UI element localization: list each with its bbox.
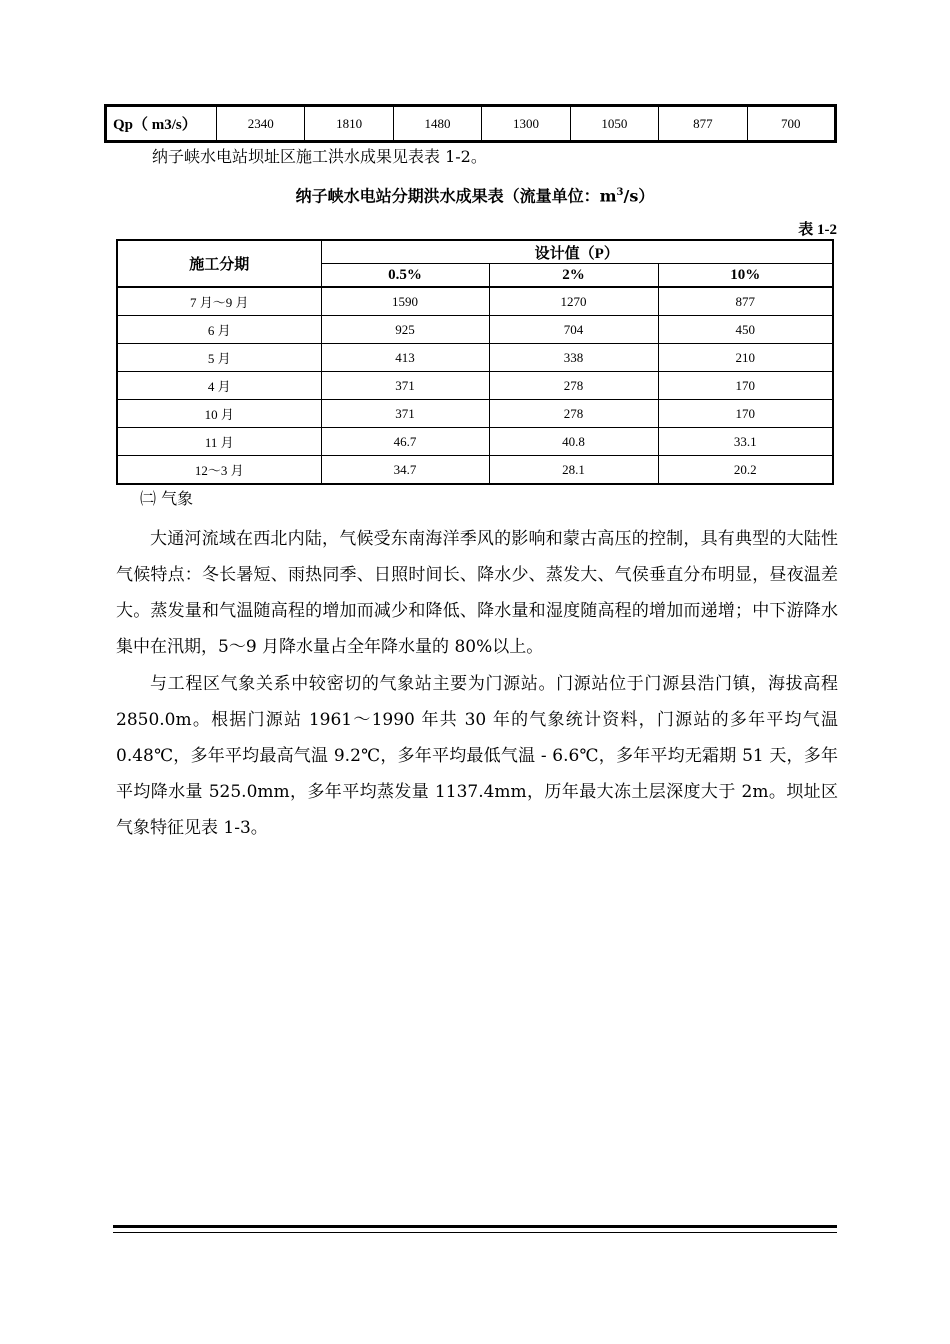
table-row [117,344,833,372]
table-title-tail: /s） [623,186,655,206]
section-heading: ㈡ 气象 [140,489,194,508]
value-cell: 46.7 [321,428,489,456]
header-freq: 10% [658,264,833,288]
table-row [117,428,833,456]
value-cell: 170 [658,400,833,428]
qp-value: 1050 [570,106,658,142]
period-cell: 5 月 [117,344,321,372]
header-freq: 0.5% [321,264,489,288]
header-period: 施工分期 [117,240,321,287]
table-title-text: 纳子峡水电站分期洪水成果表（流量单位：m [295,186,617,206]
qp-value: 1300 [482,106,570,142]
value-cell: 170 [658,372,833,400]
value-cell: 278 [489,372,658,400]
period-cell: 6 月 [117,316,321,344]
table-number-label: 表 1-2 [798,222,837,238]
qp-value: 1480 [393,106,481,142]
flood-results-table [116,239,834,485]
qp-value: 700 [747,106,835,142]
header-design-value: 设计值（P） [321,240,833,264]
qp-value: 877 [659,106,747,142]
table-header-row [117,240,833,264]
qp-label: Qp（ m3/s） [106,106,217,142]
value-cell: 413 [321,344,489,372]
table-row [117,456,833,485]
period-cell: 11 月 [117,428,321,456]
table-row [117,287,833,316]
intro-line: 纳子峡水电站坝址区施工洪水成果见表表 1-2。 [152,147,487,166]
paragraph: 与工程区气象关系中较密切的气象站主要为门源站。门源站位于门源县浩门镇，海拔高程 2850.0m。根据门源站 1961～1990 年共 30 年的气象统计资料，门源站的多年平均气温 0.48℃，多年平均最高气温 9.2℃，多年平均最低气温 - 6.6℃，多年平均无霜期 51 天，多年平均降水量 525.0mm，多年平均蒸发量 1137.4mm，历年最大冻土层深度大于 2m。坝址区气象特征见表 1-3。 [116,674,838,838]
footer-rule [113,1225,837,1233]
value-cell: 28.1 [489,456,658,485]
table-title [0,183,950,206]
period-cell: 10 月 [117,400,321,428]
value-cell: 704 [489,316,658,344]
table-title-superscript: 3 [616,187,624,198]
value-cell: 20.2 [658,456,833,485]
value-cell: 1270 [489,287,658,316]
value-cell: 450 [658,316,833,344]
value-cell: 338 [489,344,658,372]
table-row [106,106,836,142]
qp-value: 1810 [305,106,393,142]
value-cell: 1590 [321,287,489,316]
table-row [117,372,833,400]
value-cell: 371 [321,372,489,400]
value-cell: 40.8 [489,428,658,456]
period-cell: 7 月～9 月 [117,287,321,316]
value-cell: 877 [658,287,833,316]
value-cell: 278 [489,400,658,428]
value-cell: 925 [321,316,489,344]
value-cell: 210 [658,344,833,372]
value-cell: 33.1 [658,428,833,456]
table-row [117,400,833,428]
paragraph: 大通河流域在西北内陆，气候受东南海洋季风的影响和蒙古高压的控制，具有典型的大陆性气候特点：冬长暑短、雨热同季、日照时间长、降水少、蒸发大、气侯垂直分布明显，昼夜温差大。蒸发量和气温随高程的增加而减少和降低、降水量和湿度随高程的增加而递增；中下游降水集中在汛期，5～9 月降水量占全年降水量的 80%以上。 [116,529,838,657]
value-cell: 34.7 [321,456,489,485]
table-row [117,316,833,344]
qp-discharge-table [104,104,837,143]
qp-value: 2340 [217,106,305,142]
period-cell: 12～3 月 [117,456,321,485]
period-cell: 4 月 [117,372,321,400]
header-freq: 2% [489,264,658,288]
value-cell: 371 [321,400,489,428]
